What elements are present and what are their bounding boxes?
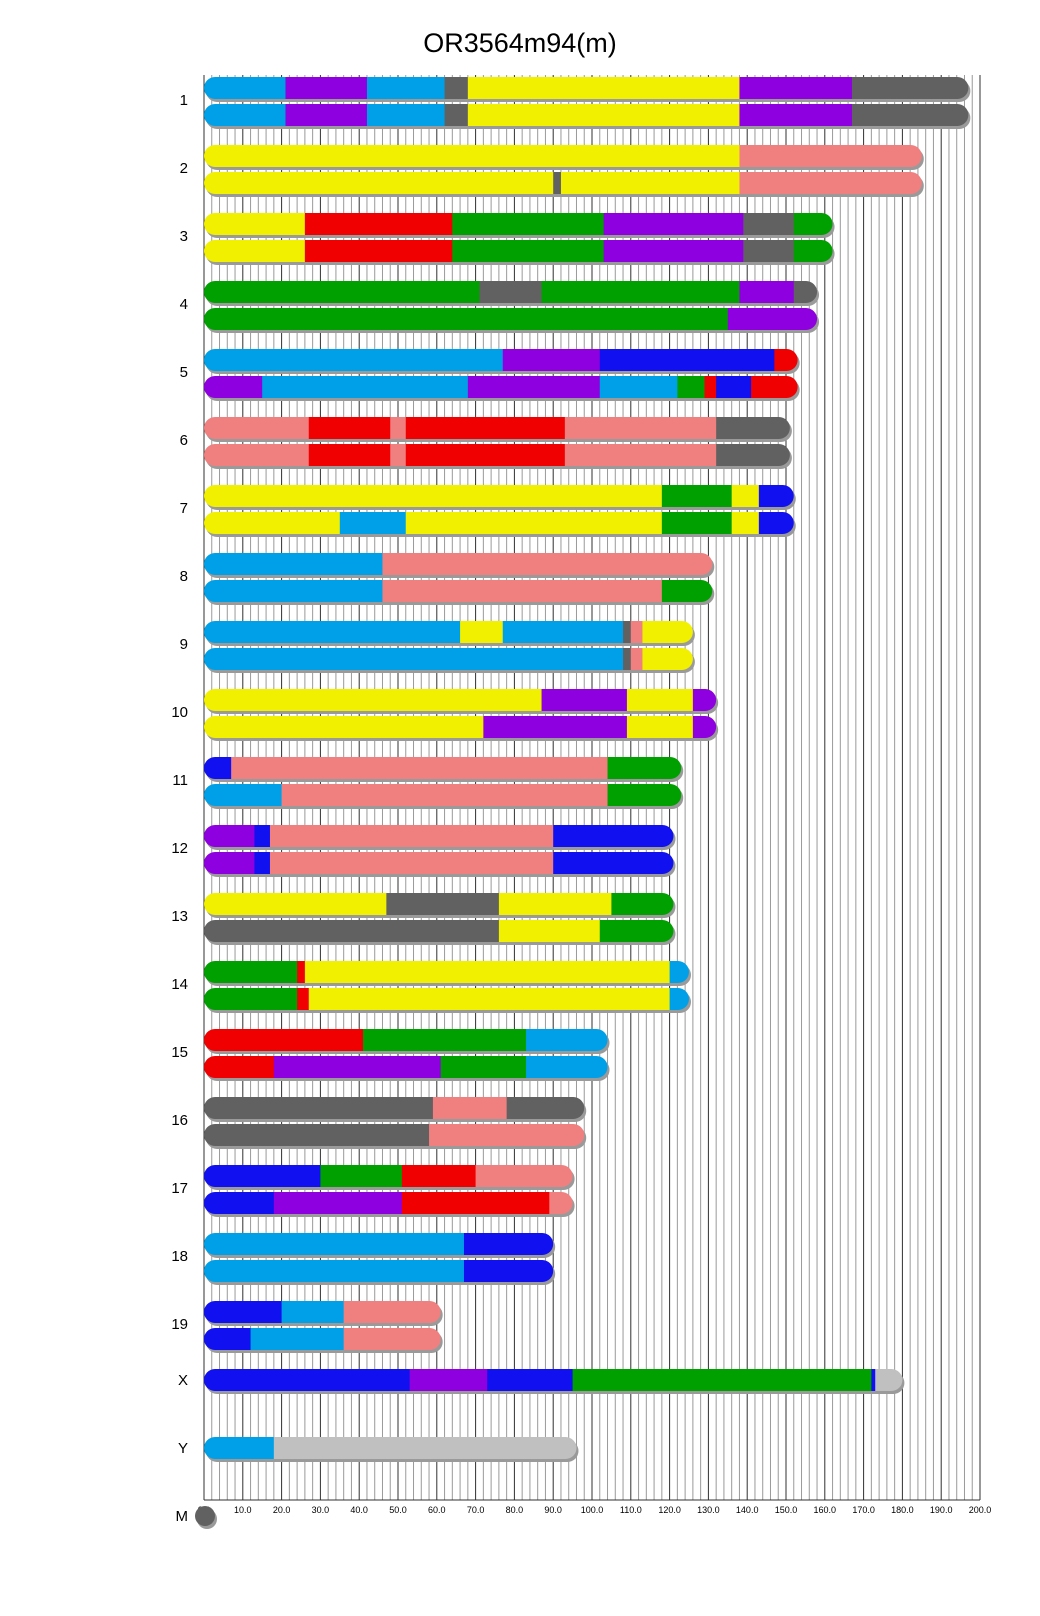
chromosome-label: 6 [179, 432, 188, 449]
chromosome-label: X [177, 1372, 188, 1389]
chromosome-2 [180, 145, 924, 197]
segment-yellow [204, 512, 340, 534]
haplotype-segments [204, 281, 818, 303]
haplotype-segments [204, 648, 693, 670]
segment-green [608, 757, 682, 779]
segment-blue [204, 1369, 410, 1391]
haplotype-segments [204, 920, 674, 942]
segment-purple [204, 376, 263, 398]
segment-red [705, 376, 717, 398]
segment-blue [871, 1369, 875, 1391]
x-tick-label: 170.0 [852, 1505, 875, 1515]
segment-blue [487, 1369, 573, 1391]
segment-yellow [406, 512, 663, 534]
chromosome-label: 17 [171, 1180, 188, 1197]
chromosome-label: 12 [171, 840, 188, 857]
x-tick-label: 80.0 [505, 1505, 524, 1515]
segment-green [794, 213, 833, 235]
segment-blue [759, 512, 794, 534]
segment-pink [739, 145, 922, 167]
chromosome-label: 13 [171, 908, 188, 925]
haplotype-segments [204, 172, 922, 194]
haplotype-segments [204, 1328, 441, 1350]
chromosome-11 [172, 757, 683, 809]
segment-yellow [732, 512, 760, 534]
segment-yellow [204, 213, 305, 235]
x-tick-label: 120.0 [658, 1505, 681, 1515]
segment-sky [204, 104, 286, 126]
haplotype-segments [204, 1097, 585, 1119]
chromosome-7 [180, 485, 796, 537]
segment-sky [367, 77, 445, 99]
segment-dgray [204, 1124, 430, 1146]
segment-red [297, 961, 305, 983]
segment-yellow [642, 621, 693, 643]
segment-red [402, 1192, 550, 1214]
segment-red [297, 988, 309, 1010]
segment-dgray [716, 444, 790, 466]
chromosome-label: M [175, 1508, 188, 1525]
segment-sky [204, 1260, 464, 1282]
segment-sky [204, 784, 282, 806]
chromosome-6 [180, 417, 792, 469]
segment-sky [262, 376, 468, 398]
chromosome-label: 18 [171, 1248, 188, 1265]
segment-blue [553, 852, 674, 874]
segment-sky [600, 376, 678, 398]
segment-pink [429, 1124, 585, 1146]
haplotype-segments [204, 145, 922, 167]
segment-red [305, 240, 453, 262]
x-tick-label: 160.0 [813, 1505, 837, 1515]
segment-sky [204, 1437, 274, 1459]
segment-pink [382, 580, 662, 602]
chromosome-14 [171, 961, 691, 1013]
segment-red [406, 444, 566, 466]
segment-dgray [553, 172, 561, 194]
chromosome-5 [180, 349, 800, 401]
segment-yellow [305, 961, 670, 983]
haplotype-segments [204, 376, 798, 398]
x-tick-label: 100.0 [580, 1505, 604, 1515]
haplotype-segments [204, 512, 794, 534]
haplotype-segments [204, 240, 833, 262]
haplotype-segments [204, 825, 674, 847]
segment-red [406, 417, 566, 439]
segment-red [204, 1029, 364, 1051]
segment-sky [204, 349, 503, 371]
haplotype-segments [204, 417, 790, 439]
x-tick-labels [198, 1505, 992, 1515]
haplotype-segments [204, 1165, 573, 1187]
chromosome-label: 10 [171, 704, 188, 721]
chromosome-M [176, 1506, 218, 1529]
segment-yellow [561, 172, 740, 194]
segment-yellow [204, 145, 740, 167]
x-tick-label: 20.0 [272, 1505, 291, 1515]
segment-purple [739, 281, 794, 303]
segment-blue [254, 852, 270, 874]
segment-yellow [642, 648, 693, 670]
segment-sky [204, 1233, 464, 1255]
segment-blue [204, 1301, 282, 1323]
segment-yellow [732, 485, 760, 507]
segment-dgray [195, 1506, 215, 1526]
segment-pink [476, 1165, 573, 1187]
haplotype-segments [204, 1029, 608, 1051]
segment-dgray [623, 648, 631, 670]
segment-sky [526, 1029, 608, 1051]
x-tick-label: 90.0 [544, 1505, 562, 1515]
chromosome-label: 1 [179, 92, 188, 109]
segment-yellow [460, 621, 503, 643]
segment-blue [204, 757, 232, 779]
segment-green [600, 920, 674, 942]
segment-dgray [743, 213, 794, 235]
segment-dgray [743, 240, 794, 262]
haplotype-segments [204, 784, 682, 806]
haplotype-segments [204, 988, 690, 1010]
segment-purple [483, 716, 627, 738]
segment-sky [367, 104, 445, 126]
chromosome-16 [171, 1097, 586, 1149]
segment-red [305, 213, 453, 235]
segment-dgray [204, 1097, 433, 1119]
segment-yellow [499, 893, 612, 915]
x-tick-label: 150.0 [774, 1505, 798, 1515]
segment-green [204, 961, 298, 983]
segment-yellow [627, 716, 693, 738]
chromosome-label: 19 [171, 1316, 188, 1333]
haplotype-segments [204, 852, 674, 874]
segment-purple [285, 77, 367, 99]
haplotype-segments [204, 757, 682, 779]
segment-yellow [468, 77, 740, 99]
segment-green [452, 213, 604, 235]
chromosome-label: 11 [172, 772, 188, 789]
segment-blue [254, 825, 270, 847]
segment-yellow [204, 172, 554, 194]
haplotype-segments [204, 308, 818, 330]
segment-pink [231, 757, 608, 779]
segment-green [611, 893, 674, 915]
segment-purple [468, 376, 600, 398]
segment-pink [565, 417, 717, 439]
segment-yellow [204, 485, 662, 507]
segment-pink [204, 444, 309, 466]
segment-dgray [852, 77, 969, 99]
segment-purple [604, 213, 744, 235]
chromosome-label: 5 [179, 364, 188, 381]
segment-blue [553, 825, 674, 847]
segment-red [751, 376, 798, 398]
segment-dgray [507, 1097, 585, 1119]
segment-red [309, 444, 391, 466]
segment-green [204, 281, 480, 303]
chromosome-label: 2 [179, 160, 188, 177]
segment-lgray [274, 1437, 577, 1459]
segment-blue [204, 1165, 321, 1187]
segment-yellow [204, 240, 305, 262]
x-tick-label: 60.0 [428, 1505, 446, 1515]
chromosome-label: Y [177, 1440, 188, 1457]
segment-purple [542, 689, 628, 711]
segment-purple [204, 852, 255, 874]
x-tick-label: 40.0 [350, 1505, 368, 1515]
segment-green [662, 485, 732, 507]
chromosome-label: 16 [171, 1112, 188, 1129]
segment-blue [204, 1328, 251, 1350]
haplotype-segments [204, 1233, 554, 1255]
segment-sky [503, 621, 624, 643]
segment-purple [274, 1056, 441, 1078]
segment-green [542, 281, 740, 303]
haplotype-segments [204, 1437, 577, 1459]
segment-blue [464, 1233, 554, 1255]
segment-pink [344, 1328, 442, 1350]
segment-sky [204, 553, 383, 575]
chromosome-8 [180, 553, 715, 605]
segment-dgray [445, 77, 469, 99]
segment-red [204, 1056, 274, 1078]
segment-sky [340, 512, 406, 534]
segment-green [677, 376, 705, 398]
segment-sky [204, 621, 461, 643]
segment-sky [282, 1301, 345, 1323]
segment-sky [204, 77, 286, 99]
segment-sky [526, 1056, 608, 1078]
segment-green [363, 1029, 526, 1051]
segment-sky [204, 648, 624, 670]
segment-pink [204, 417, 309, 439]
segment-purple [204, 825, 255, 847]
segment-green [441, 1056, 527, 1078]
x-tick-label: 200.0 [968, 1505, 992, 1515]
x-tick-label: 30.0 [311, 1505, 330, 1515]
x-tick-label: 50.0 [389, 1505, 407, 1515]
segment-yellow [309, 988, 670, 1010]
segment-pink [282, 784, 608, 806]
haplotype-segments [204, 1056, 608, 1078]
haplotype-segments [204, 689, 717, 711]
chromosome-1 [180, 77, 971, 129]
haplotype-segments [204, 893, 674, 915]
haplotype-segments [204, 716, 717, 738]
haplotype-segments [204, 104, 969, 126]
segment-blue [204, 1192, 274, 1214]
haplotype-segments [204, 1260, 554, 1282]
segment-yellow [204, 716, 484, 738]
segment-green [608, 784, 682, 806]
chromosome-18 [171, 1233, 555, 1285]
haplotype-segments [204, 444, 790, 466]
chromosome-label: 7 [179, 500, 188, 517]
segment-pink [631, 648, 643, 670]
segment-pink [565, 444, 717, 466]
chromosome-label: 15 [171, 1044, 188, 1061]
haplotype-segments [204, 485, 794, 507]
haplotype-segments [204, 1301, 441, 1323]
segment-yellow [499, 920, 600, 942]
segment-dgray [386, 893, 499, 915]
segment-yellow [204, 893, 387, 915]
chromosome-label: 4 [179, 296, 188, 313]
segment-lgray [875, 1369, 903, 1391]
segment-dgray [204, 920, 499, 942]
segment-purple [739, 104, 852, 126]
x-tick-label: 140.0 [735, 1505, 759, 1515]
segment-sky [251, 1328, 345, 1350]
segment-pink [344, 1301, 442, 1323]
segment-pink [270, 825, 554, 847]
segment-blue [600, 349, 775, 371]
segment-green [204, 308, 728, 330]
haplotype-segments [204, 1124, 585, 1146]
segment-yellow [627, 689, 693, 711]
segment-green [662, 580, 713, 602]
segment-dgray [445, 104, 469, 126]
segment-green [452, 240, 604, 262]
segment-red [402, 1165, 476, 1187]
segment-dgray [716, 417, 790, 439]
segment-pink [739, 172, 922, 194]
segment-blue [759, 485, 794, 507]
x-tick-label: 70.0 [466, 1505, 485, 1515]
segment-dgray [852, 104, 969, 126]
segment-pink [631, 621, 643, 643]
chromosome-label: 14 [171, 976, 188, 993]
chart-title: OR3564m94(m) [423, 28, 617, 58]
x-tick-label: 110.0 [619, 1505, 642, 1515]
chromosome-Y [178, 1437, 578, 1462]
segment-blue [716, 376, 751, 398]
segment-green [794, 240, 833, 262]
segment-green [204, 988, 298, 1010]
segment-pink [433, 1097, 507, 1119]
haplotype-segments [204, 77, 969, 99]
x-tick-label: 10.0 [234, 1505, 252, 1515]
segment-purple [285, 104, 367, 126]
segment-dgray [479, 281, 542, 303]
segment-green [662, 512, 732, 534]
segment-pink [390, 417, 406, 439]
segment-green [320, 1165, 402, 1187]
haplotype-segments [204, 580, 713, 602]
segment-red [309, 417, 391, 439]
segment-yellow [468, 104, 740, 126]
segment-purple [728, 308, 818, 330]
chromosome-X [178, 1369, 904, 1394]
segment-pink [270, 852, 554, 874]
chromosome-label: 3 [179, 228, 188, 245]
segment-green [573, 1369, 872, 1391]
segment-pink [390, 444, 406, 466]
segment-purple [503, 349, 601, 371]
segment-purple [410, 1369, 488, 1391]
segment-purple [739, 77, 852, 99]
haplotype-segments [204, 1192, 573, 1214]
chromosome-label: 9 [179, 636, 188, 653]
segment-pink [382, 553, 712, 575]
segment-blue [464, 1260, 554, 1282]
x-tick-label: 130.0 [697, 1505, 720, 1515]
segment-yellow [204, 689, 542, 711]
segment-sky [204, 580, 383, 602]
segment-dgray [623, 621, 631, 643]
haplotype-segments [204, 349, 798, 371]
haplotype-segments [204, 621, 693, 643]
haplotype-segments [204, 961, 690, 983]
haplotype-segments [204, 213, 833, 235]
haplotype-segments [204, 553, 713, 575]
haplotype-segments [204, 1369, 903, 1391]
x-tick-label: 180.0 [891, 1505, 914, 1515]
segment-purple [274, 1192, 403, 1214]
x-tick-label: 190.0 [929, 1505, 953, 1515]
segment-purple [604, 240, 744, 262]
chromosome-label: 8 [179, 568, 188, 585]
